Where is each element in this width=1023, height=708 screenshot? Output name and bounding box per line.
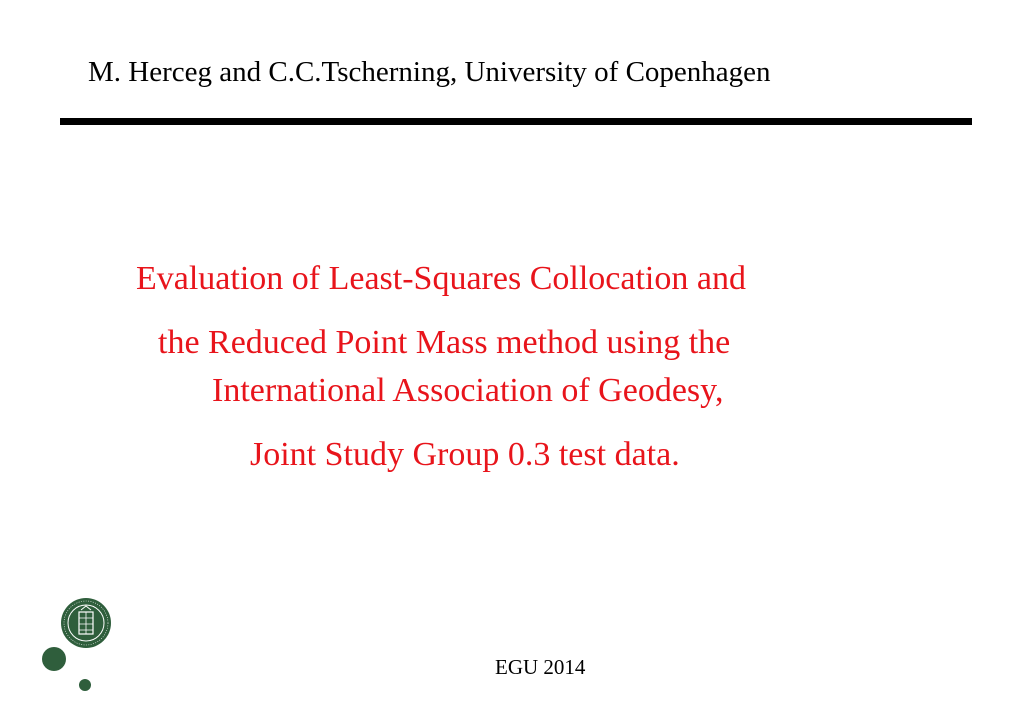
title-line-3: International Association of Geodesy, <box>212 372 724 409</box>
author-header: M. Herceg and C.C.Tscherning, University of Copenhagen <box>88 56 771 88</box>
title-line-2: the Reduced Point Mass method using the <box>158 324 731 361</box>
title-line-1: Evaluation of Least-Squares Collocation and <box>136 260 746 297</box>
green-dot-large-icon <box>42 647 66 671</box>
university-seal-icon <box>60 597 112 649</box>
footer-event: EGU 2014 <box>495 655 586 679</box>
header-divider <box>60 118 972 125</box>
green-dot-small-icon <box>79 679 91 691</box>
title-line-4: Joint Study Group 0.3 test data. <box>250 436 680 473</box>
